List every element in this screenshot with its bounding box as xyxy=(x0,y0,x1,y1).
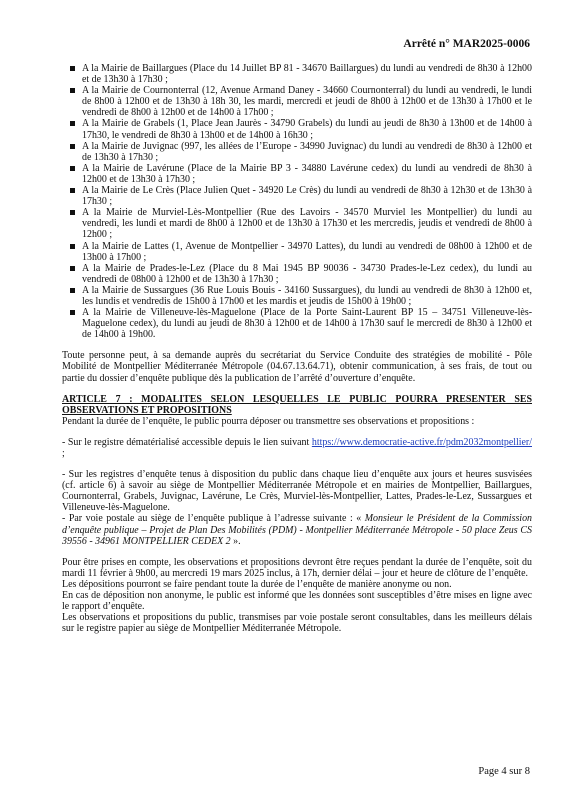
list-item: A la Mairie de Le Crès (Place Julien Quet - 34920 Le Crès) du lundi au vendredi de 8h30 à 12h30 et de 13h30 à 17h30 ; xyxy=(62,185,532,207)
arrete-reference: Arrêté n° MAR2025-0006 xyxy=(403,38,530,50)
non-anonyme-paragraph: En cas de déposition non anonyme, le public est informé que les données sont susceptibles d’être mises en ligne avec le rapport d’enquête. xyxy=(62,590,532,613)
bullet-icon xyxy=(70,266,75,271)
list-item: A la Mairie de Juvignac (997, les allées de l’Europe - 34990 Juvignac) du lundi au vendredi de 8h30 à 12h00 et de 13h30 à 17h30 ; xyxy=(62,141,532,163)
voie-postale: - Par voie postale au siège de l’enquête publique à l’adresse suivante : « Monsieur le Président de la Commission d’enquête publique – Projet de Plan Des Mobilités (PDM) - Montpellier Méditerranée Métropole - 50 place Zeus CS 39556 - 34961 MONTPELLIER CEDEX 2 ». xyxy=(62,513,533,547)
list-item: A la Mairie de Villeneuve-lès-Maguelone (Place de la Porte Saint-Laurent BP 15 – 34751 Villeneuve-lès-Maguelone cedex), du lundi au jeudi de 8h30 à 12h00 et de 14h00 à 17h30 sauf le mercredi de 8h30 à 12h00 et de 14h00 à 19h00. xyxy=(62,307,532,340)
list-item: A la Mairie de Sussargues (36 Rue Louis Bouis - 34160 Sussargues), du lundi au vendredi de 8h30 à 12h00 et, les lundis et vendredis de 15h00 à 17h00 et les mardis et jeudis de 15h00 à 19h00 ; xyxy=(62,285,532,307)
article-7-intro: Pendant la durée de l’enquête, le public pourra déposer ou transmettre ses observations et propositions : xyxy=(62,415,475,427)
bullet-icon xyxy=(70,144,75,149)
bullet-icon xyxy=(70,244,75,249)
bullet-icon xyxy=(70,210,75,215)
bullet-icon xyxy=(70,288,75,293)
delai-paragraph: Pour être prises en compte, les observations et propositions devront être reçues pendant la durée de l’enquête, soit du mardi 11 février à 9h00, au mercredi 19 mars 2025 inclus, à 17h, dernier délai – jour et heure de clôture de l’enquête. xyxy=(62,556,532,579)
bullet-icon xyxy=(70,88,75,93)
list-item: A la Mairie de Cournonterral (12, Avenue Armand Daney - 34660 Cournonterral) du lundi au vendredi, le lundi de 8h00 à 12h00 et de 13h30 à 18h 30, les mardi, mercredi et jeudi de 8h00 à 12h00 et de 13h30 à 17h00 et le vendredi de 8h00 à 12h00 et de 14h00 à 17h00 ; xyxy=(62,85,532,118)
postal-address: Monsieur le Président de la Commission d’enquête publique – Projet de Plan Des Mobilités (PDM) - Montpellier Méditerranée Métropole - 50 place Zeus CS 39556 - 34961 MONTPELLIER CEDEX 2 xyxy=(62,513,533,547)
page-number: Page 4 sur 8 xyxy=(478,766,530,777)
list-item: A la Mairie de Prades-le-Lez (Place du 8 Mai 1945 BP 90036 - 34730 Prades-le-Lez cedex), du lundi au vendredi de 08h00 à 12h00 et de 13h30 à 17h30 ; xyxy=(62,263,532,285)
bullet-icon xyxy=(70,121,75,126)
article-7-heading: ARTICLE 7 : MODALITES SELON LESQUELLES LE PUBLIC POURRA PRESENTER SES OBSERVATIONS ET PROPOSITIONS xyxy=(62,393,532,416)
bullet-icon xyxy=(70,310,75,315)
registres-papier: - Sur les registres d’enquête tenus à disposition du public dans chaque lieu d’enquête aux jours et heures susvisées (cf. article 6) à savoir au siège de Montpellier Méditerranée Métropole et en mairies de Montpellier, Baillargues, Cournonterral, Grabels, Juvignac, Lavérune, Le Crès, Murviel-lès-Montpellier, Lattes, Prades-le-Lez, Sussargues et Villeneuve-lès-Maguelone. xyxy=(62,469,532,514)
bullet-icon xyxy=(70,66,75,71)
list-item: A la Mairie de Murviel-Lès-Montpellier (Rue des Lavoirs - 34570 Murviel les Montpellier) du lundi au vendredi, les lundi et mardi de 8h00 à 12h00 et de 13h30 à 17h30 et les mercredis, jeudis et vendredi de 8h00 à 12h00 ; xyxy=(62,207,532,240)
bullet-icon xyxy=(70,188,75,193)
list-item: A la Mairie de Grabels (1, Place Jean Jaurès - 34790 Grabels) du lundi au jeudi de 8h30 à 13h00 et de 14h00 à 17h30, le vendredi de 8h30 à 13h00 et de 14h00 à 16h30 ; xyxy=(62,118,532,140)
registre-dematerialise: - Sur le registre dématérialisé accessible depuis le lien suivant https://www.democratie-active.fr/pdm2032montpellier/ ; xyxy=(62,436,532,459)
communication-paragraph: Toute personne peut, à sa demande auprès du secrétariat du Service Conduite des stratégies de mobilité - Pôle Mobilité de Montpellier Méditerranée Métropole (04.67.13.64.71), obtenir communication, à ses frais, de tout ou partie du dossier d’enquête publique dès la publication de l’arrêté d’ouverture d’enquête. xyxy=(62,350,532,384)
anonyme-paragraph: Les dépositions pourront se faire pendant toute la durée de l’enquête de manière anonyme ou non. xyxy=(62,578,452,590)
consultables-paragraph: Les observations et propositions du public, transmises par voie postale seront consultables, dans les meilleurs délais sur le registre papier au siège de Montpellier Méditerranée Métropole. xyxy=(62,612,532,635)
list-item: A la Mairie de Lattes (1, Avenue de Montpellier - 34970 Lattes), du lundi au vendredi de 08h00 à 12h00 et de 13h00 à 17h00 ; xyxy=(62,241,532,263)
bullet-icon xyxy=(70,166,75,171)
list-item: A la Mairie de Baillargues (Place du 14 Juillet BP 81 - 34670 Baillargues) du lundi au vendredi de 8h30 à 12h00 et de 13h30 à 17h30 ; xyxy=(62,63,532,85)
list-item: A la Mairie de Lavérune (Place de la Mairie BP 3 - 34880 Lavérune cedex) du lundi au vendredi de 8h30 à 12h00 et de 13h30 à 17h30 ; xyxy=(62,163,532,185)
democratie-active-link[interactable]: https://www.democratie-active.fr/pdm2032montpellier/ xyxy=(311,436,532,448)
mairies-list xyxy=(62,63,532,340)
page-content xyxy=(62,63,532,634)
